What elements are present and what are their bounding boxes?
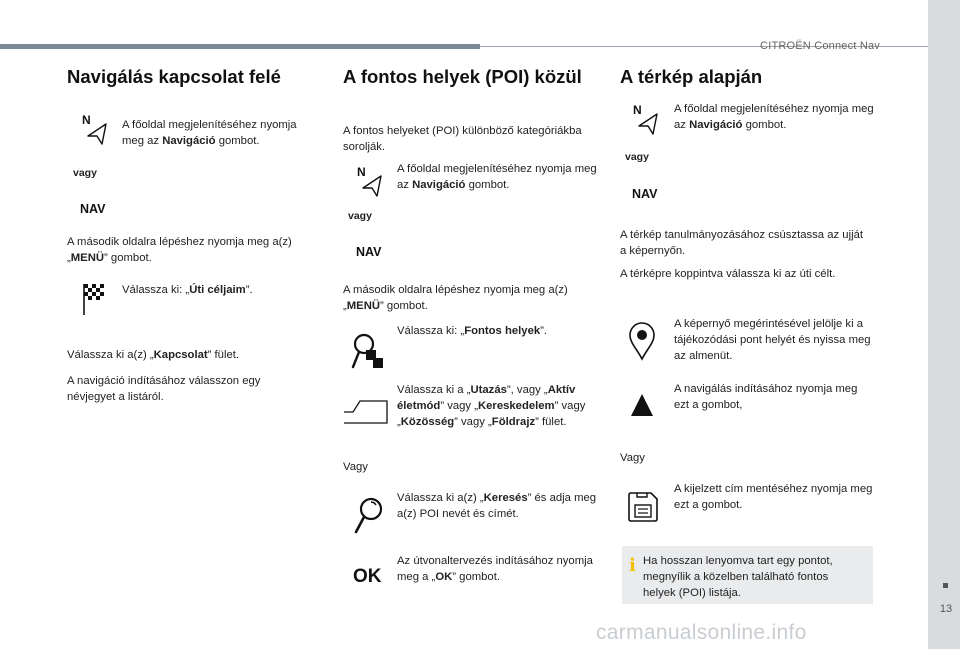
page-marker bbox=[943, 583, 948, 588]
category-tabs-icon bbox=[343, 399, 389, 425]
col2-or-label: vagy bbox=[348, 210, 372, 222]
col2-step3-tabs: Válassza ki a „Utazás”, vagy „Aktív életmód” vagy „Kereskedelem” vagy „Közösség” vagy „Földrajz” fület. bbox=[397, 384, 586, 428]
col1-step1: A főoldal megjelenítéséhez nyomja meg az Navigáció gombot. bbox=[122, 119, 297, 147]
col2-step1: A főoldal megjelenítéséhez nyomja meg az Navigáció gombot. bbox=[397, 163, 597, 191]
col2-step4: Válassza ki a(z) „Keresés” és adja meg a(z) POI nevét és címét. bbox=[397, 492, 597, 520]
section-title-navigation-contact: Navigálás kapcsolat felé bbox=[67, 66, 281, 87]
navigation-arrow-icon bbox=[80, 112, 110, 146]
col1-step2: Válassza ki: „Úti céljaim”. bbox=[122, 284, 253, 296]
col3-or-label-2: Vagy bbox=[620, 452, 645, 464]
col2-step2: Válassza ki: „Fontos helyek”. bbox=[397, 325, 548, 337]
nav-button-label: NAV bbox=[356, 245, 382, 259]
col1-menu-instruction: A második oldalra lépéshez nyomja meg a(z) „MENÜ” gombot. bbox=[67, 236, 292, 264]
page-edge-tab bbox=[928, 0, 960, 649]
svg-text:N: N bbox=[357, 165, 366, 179]
col3-step1: A főoldal megjelenítéséhez nyomja meg az Navigáció gombot. bbox=[674, 103, 874, 131]
col3-step3: A navigálás indításához nyomja meg ezt a gombot, bbox=[674, 383, 858, 411]
col2-or-label-2: Vagy bbox=[343, 461, 368, 473]
navigation-arrow-icon bbox=[355, 164, 385, 198]
col3-swipe-instruction: A térkép tanulmányozásához csúsztassa az ujját a képernyőn. bbox=[620, 229, 864, 257]
section-title-map: A térkép alapján bbox=[620, 66, 763, 87]
col3-step4: A kijelzett cím mentéséhez nyomja meg ezt a gombot. bbox=[674, 483, 873, 511]
brand-label: CITROËN Connect Nav bbox=[760, 40, 880, 52]
col3-step2: A képernyő megérintésével jelölje ki a tájékozódási pont helyét és nyissa meg az almenüt. bbox=[674, 318, 871, 362]
magnifier-icon bbox=[352, 496, 386, 534]
triangle-go-icon bbox=[629, 392, 655, 418]
info-icon: i bbox=[629, 555, 636, 576]
svg-text:N: N bbox=[82, 113, 91, 127]
col3-tap-instruction: A térképre koppintva válassza ki az úti célt. bbox=[620, 268, 836, 280]
col1-contact-tab-instruction: Válassza ki a(z) „Kapcsolat” fület. bbox=[67, 349, 240, 361]
svg-text:N: N bbox=[633, 103, 642, 117]
poi-search-icon bbox=[351, 332, 385, 370]
location-pin-icon bbox=[627, 321, 657, 361]
nav-button-label: NAV bbox=[632, 187, 658, 201]
nav-button-label: NAV bbox=[80, 202, 106, 216]
checkered-flag-icon bbox=[82, 282, 104, 316]
watermark: carmanualsonline.info bbox=[596, 621, 807, 644]
navigation-arrow-icon bbox=[631, 102, 661, 136]
col2-step5: Az útvonaltervezés indításához nyomja meg a „OK” gombot. bbox=[397, 555, 593, 583]
col1-or-label: vagy bbox=[73, 167, 97, 179]
col2-menu-instruction: A második oldalra lépéshez nyomja meg a(z) „MENÜ” gombot. bbox=[343, 284, 568, 312]
header-bar bbox=[0, 44, 480, 49]
section-title-poi: A fontos helyek (POI) közül bbox=[343, 66, 582, 87]
page-number: 13 bbox=[939, 603, 953, 615]
col3-or-label: vagy bbox=[625, 151, 649, 163]
col2-intro: A fontos helyeket (POI) különböző kategóriákba sorolják. bbox=[343, 125, 582, 153]
ok-button-label: OK bbox=[353, 566, 382, 587]
info-note-text: Ha hosszan lenyomva tart egy pontot, megnyílik a közelben található fontos helyek (POI) listája. bbox=[643, 555, 833, 599]
col1-start-instruction: A navigáció indításához válasszon egy névjegyet a listáról. bbox=[67, 375, 261, 403]
save-address-icon bbox=[627, 491, 659, 523]
